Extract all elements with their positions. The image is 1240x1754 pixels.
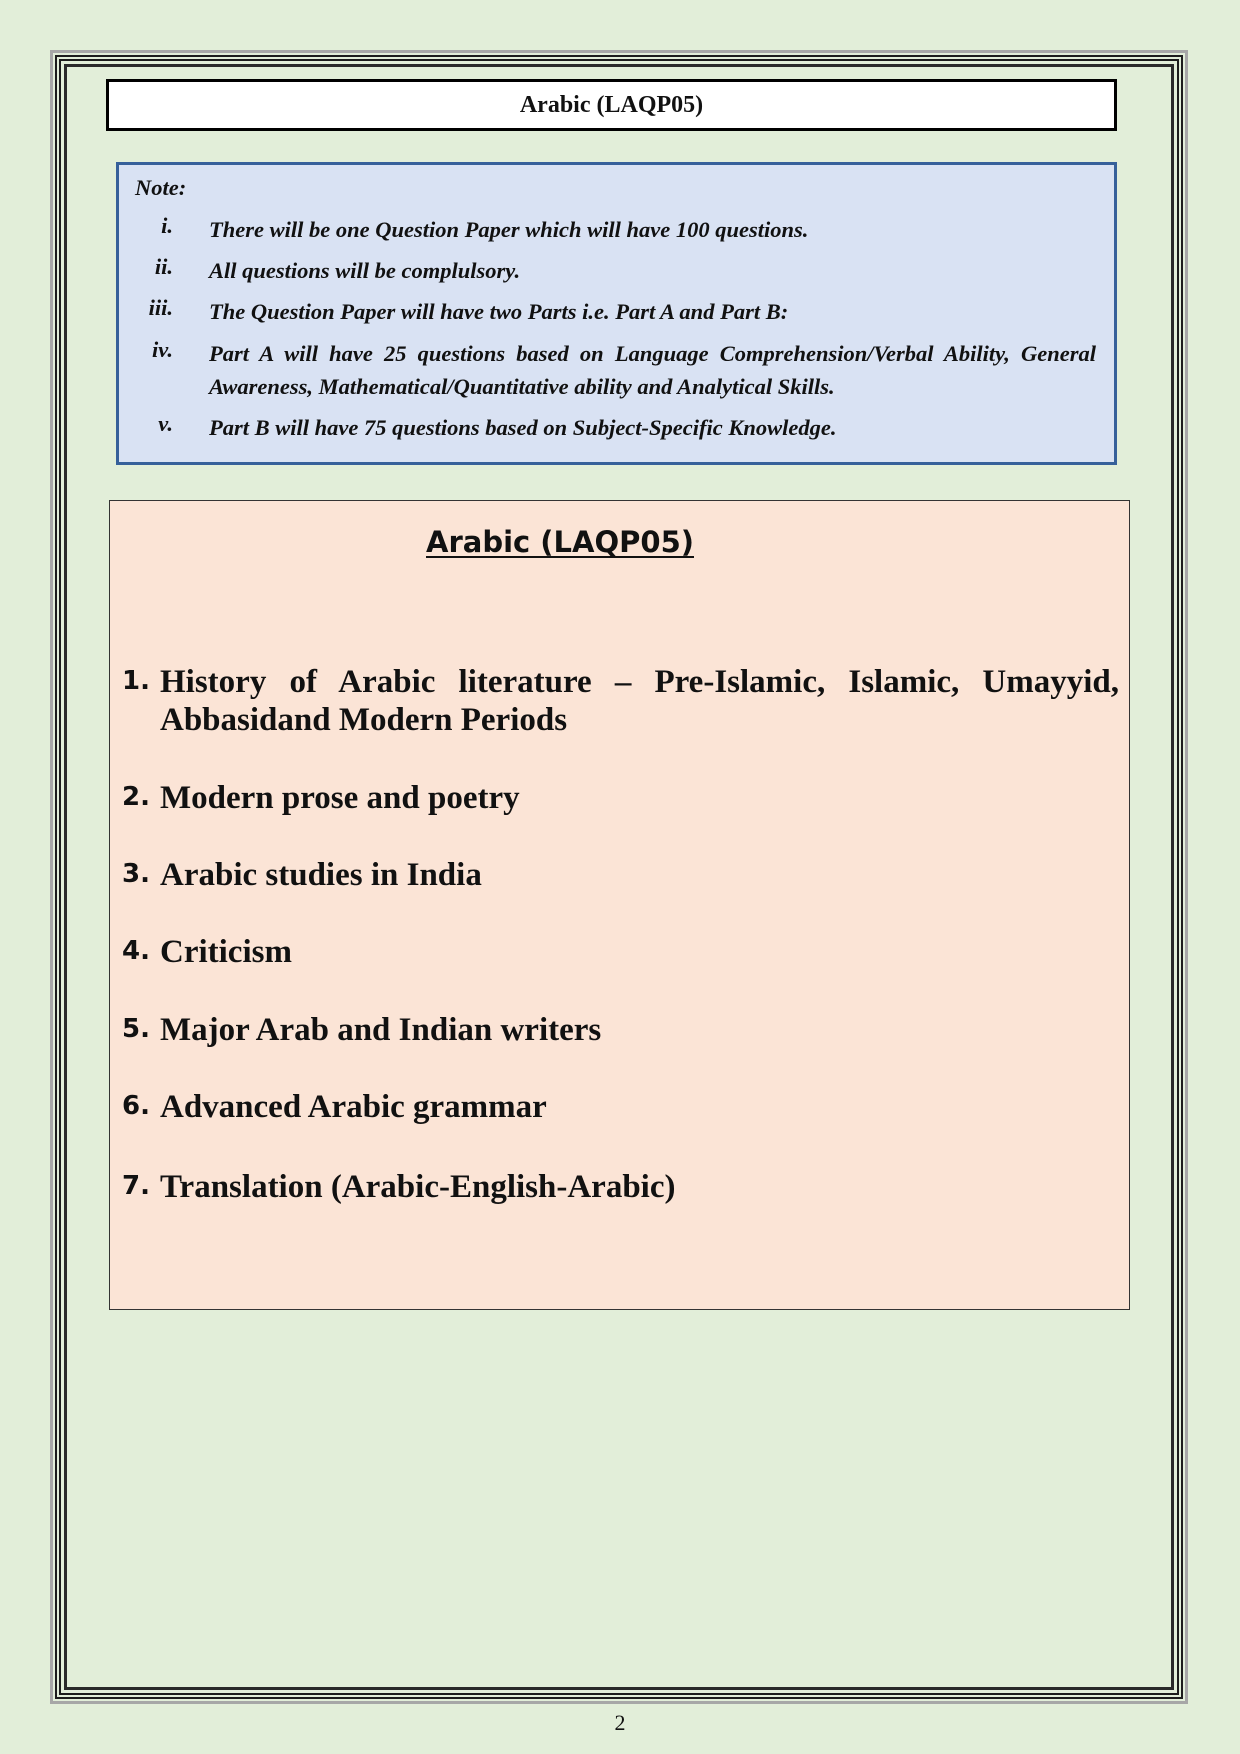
topic-number: 1.	[122, 666, 150, 696]
note-label: Note:	[135, 175, 187, 200]
note-item-text: All questions will be complulsory.	[209, 258, 521, 283]
note-box	[116, 162, 1117, 465]
title-box	[106, 79, 1117, 131]
syllabus-topic	[110, 1168, 1119, 1206]
page-number: 2	[614, 1710, 626, 1735]
syllabus-box	[109, 500, 1130, 1310]
topic-text: Advanced Arabic grammar	[160, 1089, 547, 1125]
topic-number: 5.	[122, 1014, 150, 1044]
note-item-number: iii.	[148, 295, 173, 320]
note-item	[119, 337, 1096, 403]
note-item-number: i.	[161, 213, 173, 238]
topic-text: History of Arabic literature – Pre-Islamic, Islamic, Umayyid, Abbasidand Modern Periods	[160, 664, 1119, 738]
note-item-number: iv.	[151, 337, 173, 362]
syllabus-topic	[110, 1011, 1119, 1049]
syllabus-topic	[110, 663, 1119, 739]
syllabus-topic	[110, 933, 1119, 971]
note-item-number: ii.	[154, 254, 173, 279]
topic-number: 2.	[122, 782, 150, 812]
topic-text: Modern prose and poetry	[160, 780, 520, 816]
topic-text: Criticism	[160, 934, 292, 970]
note-item	[119, 213, 1096, 246]
topic-number: 7.	[122, 1171, 150, 1201]
page-title: Arabic (LAQP05)	[519, 91, 704, 118]
note-item	[119, 411, 1096, 444]
note-item-text: There will be one Question Paper which will have 100 questions.	[209, 217, 809, 242]
syllabus-topic	[110, 1088, 1119, 1126]
syllabus-topic	[110, 856, 1119, 894]
topic-text: Arabic studies in India	[160, 857, 482, 893]
note-item-text: Part B will have 75 questions based on Subject-Specific Knowledge.	[209, 415, 837, 440]
note-item	[119, 254, 1096, 287]
topic-text: Translation (Arabic-English-Arabic)	[160, 1169, 676, 1205]
topic-number: 4.	[122, 936, 150, 966]
note-item	[119, 295, 1096, 328]
topic-number: 6.	[122, 1091, 150, 1121]
topic-text: Major Arab and Indian writers	[160, 1012, 602, 1048]
note-item-text: Part A will have 25 questions based on Language Comprehension/Verbal Ability, General Awareness, Mathematical/Quantitative ability and Analytical Skills.	[209, 341, 1096, 399]
note-item-text: The Question Paper will have two Parts i.e. Part A and Part B:	[209, 299, 789, 324]
syllabus-heading: Arabic (LAQP05)	[426, 525, 694, 559]
note-item-number: v.	[158, 411, 173, 436]
topic-number: 3.	[122, 859, 150, 889]
syllabus-topic	[110, 779, 1119, 817]
